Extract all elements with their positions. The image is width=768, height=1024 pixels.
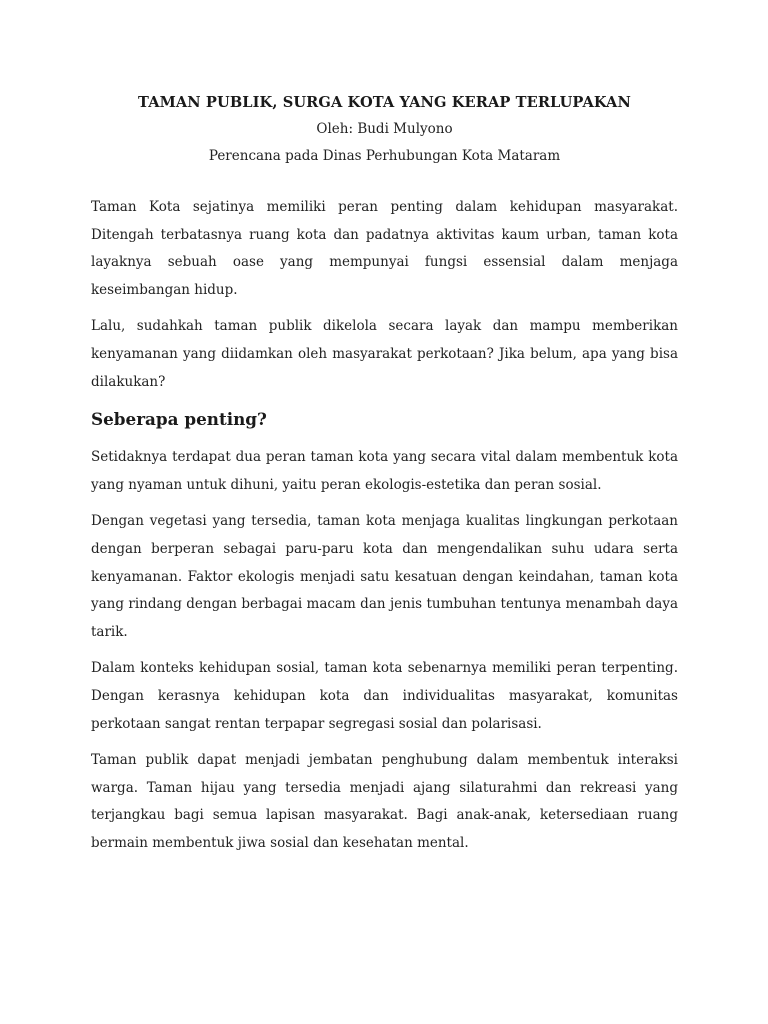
paragraph-section-4: Taman publik dapat menjadi jembatan penghubung dalam membentuk interaksi warga. Taman hijau yang tersedia menjadi ajang silaturahmi dan rekreasi yang terjangkau bagi semua lapisan masyarakat. Bagi anak-anak, ketersediaan ruang bermain membentuk jiwa sosial dan kesehatan mental. <box>91 752 678 851</box>
affiliation-line: Perencana pada Dinas Perhubungan Kota Mataram <box>208 148 561 164</box>
paragraph-section-2: Dengan vegetasi yang tersedia, taman kota menjaga kualitas lingkungan perkotaan dengan berperan sebagai paru-paru kota dan mengendalikan suhu udara serta kenyamanan. Faktor ekologis menjadi satu kesatuan dengan keindahan, taman kota yang rindang dengan berbagai macam dan jenis tumbuhan tentunya menambah daya tarik. <box>91 513 678 640</box>
author-line: Oleh: Budi Mulyono <box>316 121 453 137</box>
paragraph-section-3: Dalam konteks kehidupan sosial, taman kota sebenarnya memiliki peran terpenting. Dengan kerasnya kehidupan kota dan individualitas masyarakat, komunitas perkotaan sangat rentan terpapar segregasi sosial dan polarisasi. <box>91 660 678 732</box>
article-title: TAMAN PUBLIK, SURGA KOTA YANG KERAP TERLUPAKAN <box>138 94 631 111</box>
article-body <box>91 194 678 857</box>
section-heading: Seberapa penting? <box>91 409 267 430</box>
paragraph-intro-1: Taman Kota sejatinya memiliki peran penting dalam kehidupan masyarakat. Ditengah terbatasnya ruang kota dan padatnya aktivitas kaum urban, taman kota layaknya sebuah oase yang mempunyai fungsi essensial dalam menjaga keseimbangan hidup. <box>91 199 678 298</box>
paragraph-section-1: Setidaknya terdapat dua peran taman kota yang secara vital dalam membentuk kota yang nyaman untuk dihuni, yaitu peran ekologis-estetika dan peran sosial. <box>91 449 678 493</box>
paragraph-intro-2: Lalu, sudahkah taman publik dikelola secara layak dan mampu memberikan kenyamanan yang diidamkan oleh masyarakat perkotaan? Jika belum, apa yang bisa dilakukan? <box>91 318 678 390</box>
